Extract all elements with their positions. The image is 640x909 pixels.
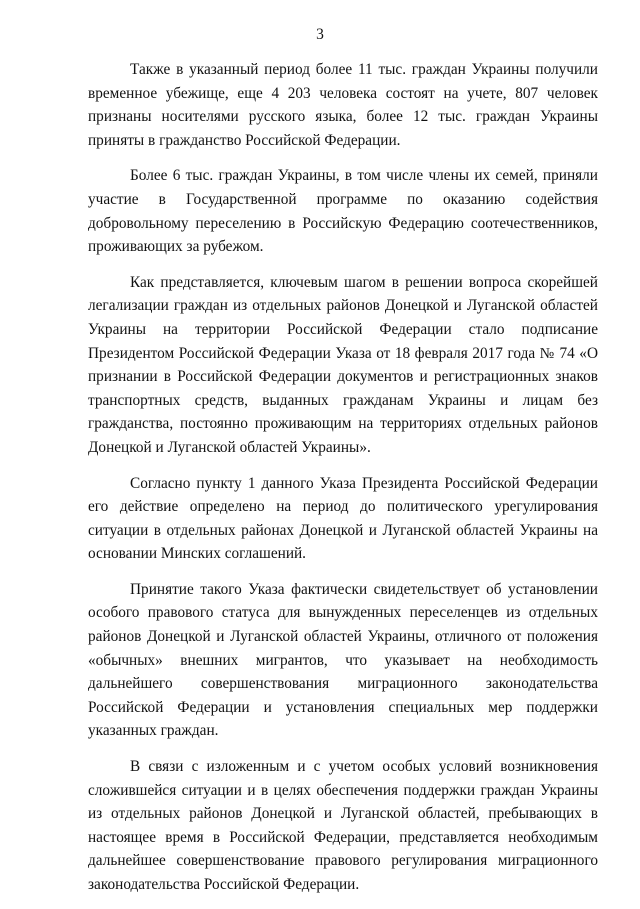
paragraph-5: Принятие такого Указа фактически свидетельствует об установлении особого правового статуса для вынужденных переселенцев из отдельных районов Донецкой и Луганской областей Украины, отличного от положения «обычных» внешних мигрантов, что указывает на необходимость дальнейшего совершенствования миграционного законодательства Российской Федерации и установления специальных мер поддержки указанных граждан.: [88, 580, 598, 740]
paragraph-6: В связи с изложенным и с учетом особых условий возникновения сложившейся ситуации и в целях обеспечения поддержки граждан Украины из отдельных районов Донецкой и Луганской областей, пребывающих в настоящее время в Российской Федерации, представляется необходимым дальнейшее совершенствование правового регулирования миграционного законодательства Российской Федерации.: [88, 758, 598, 893]
paragraph-1: Также в указанный период более 11 тыс. граждан Украины получили временное убежище, еще 4 203 человека состоят на учете, 807 человек признаны носителями русского языка, более 12 тыс. граждан Украины приняты в гражданство Российской Федерации.: [88, 61, 598, 149]
paragraph-4: Согласно пункту 1 данного Указа Президента Российской Федерации его действие определено на период до политического урегулирования ситуации в отдельных районах Донецкой и Луганской областей Украины на основании Минских соглашений.: [88, 474, 598, 563]
document-body: [88, 58, 598, 909]
page-number: 3: [316, 26, 324, 43]
paragraph-2: Более 6 тыс. граждан Украины, в том числе члены их семей, приняли участие в Государственной программе по оказанию содействия добровольному переселению в Российскую Федерацию соотечественников, проживающих за рубежом.: [88, 167, 598, 256]
paragraph-3: Как представляется, ключевым шагом в решении вопроса скорейшей легализации граждан из отдельных районов Донецкой и Луганской областей Украины на территории Российской Федерации стало подписание Президентом Российской Федерации Указа от 18 февраля 2017 года № 74 «О признании в Российской Федерации документов и регистрационных знаков транспортных средств, выданных гражданам Украины и лицам без гражданства, постоянно проживающим на территориях отдельных районов Донецкой и Луганской областей Украины».: [88, 273, 598, 456]
